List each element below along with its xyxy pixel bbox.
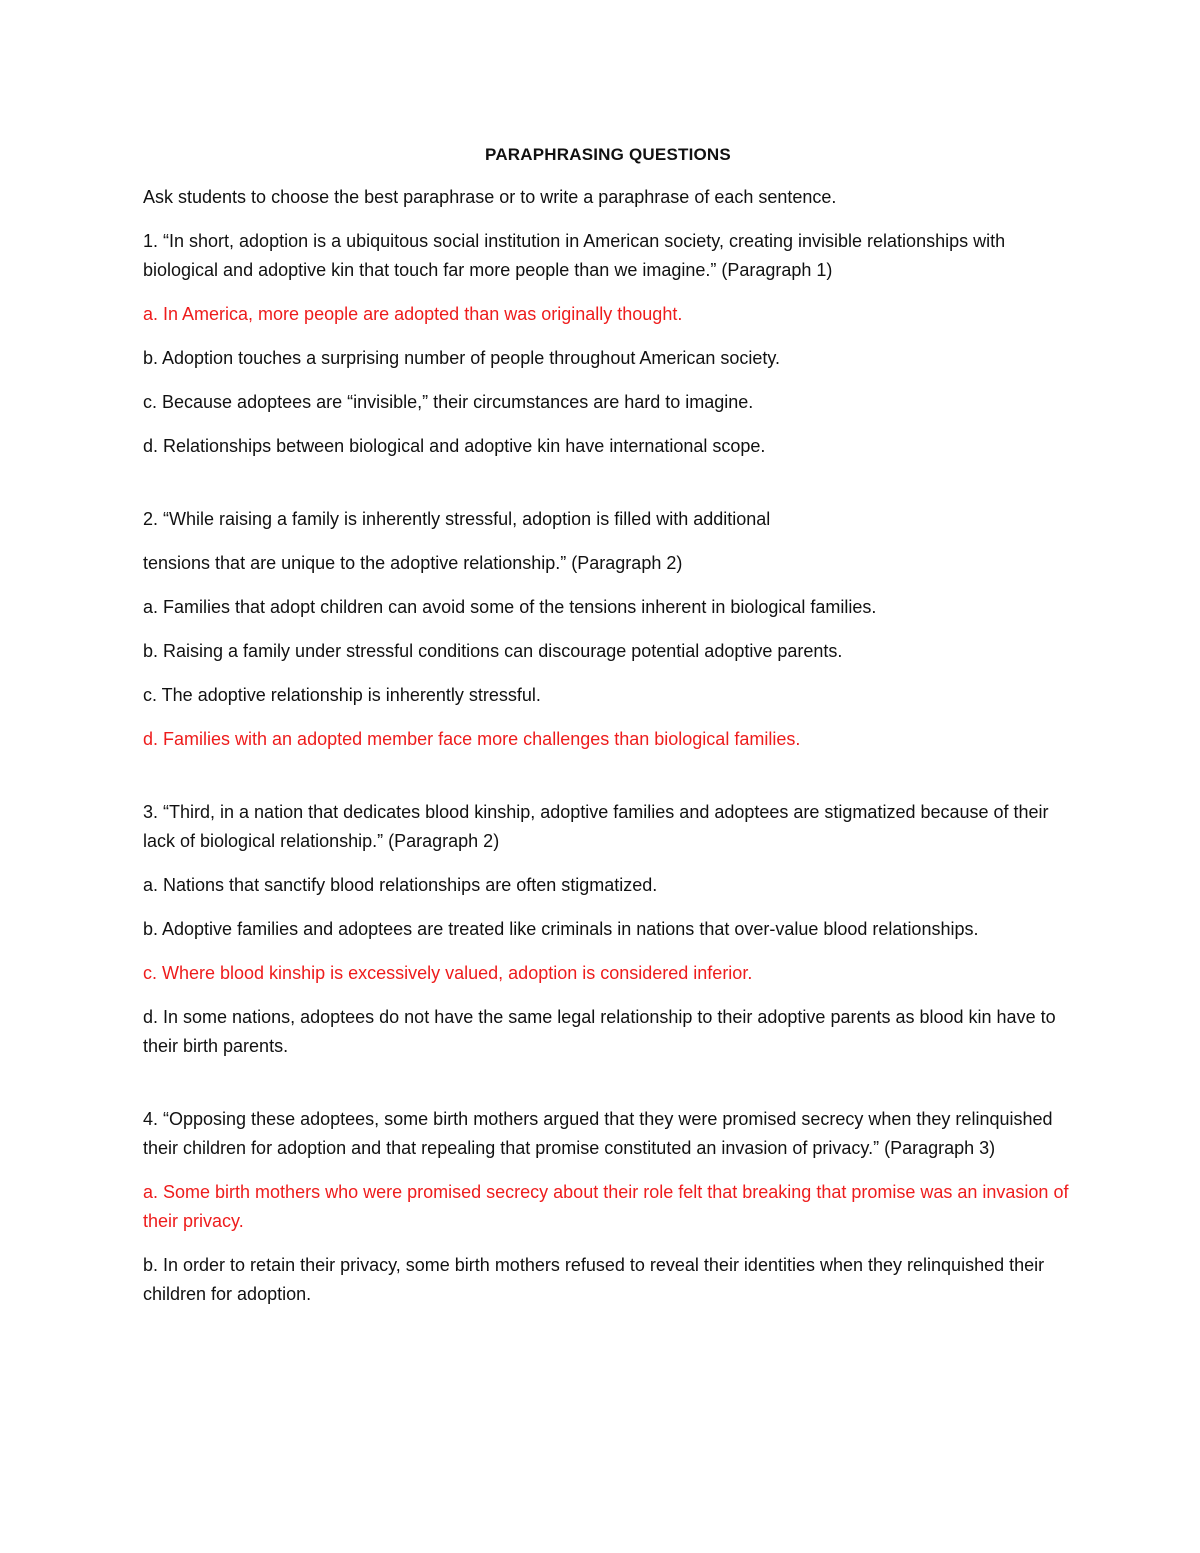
question-2-option-b: b. Raising a family under stressful conditions can discourage potential adoptive parents. bbox=[143, 641, 843, 661]
question-2-option-d: d. Families with an adopted member face more challenges than biological families. bbox=[143, 729, 801, 749]
document-title: PARAPHRASING QUESTIONS bbox=[485, 145, 731, 164]
question-2-prompt-line-2: tensions that are unique to the adoptive relationship.” (Paragraph 2) bbox=[143, 553, 683, 573]
question-3-option-c: c. Where blood kinship is excessively valued, adoption is considered inferior. bbox=[143, 963, 753, 983]
question-1-option-a: a. In America, more people are adopted than was originally thought. bbox=[143, 304, 683, 324]
question-3-option-a: a. Nations that sanctify blood relationships are often stigmatized. bbox=[143, 875, 658, 895]
spacer bbox=[143, 1076, 1073, 1105]
question-3-prompt: 3. “Third, in a nation that dedicates blood kinship, adoptive families and adoptees are stigmatized because of their lack of biological relationship.” (Paragraph 2) bbox=[143, 802, 1049, 851]
question-4-option-a: a. Some birth mothers who were promised secrecy about their role felt that breaking that promise was an invasion of their privacy. bbox=[143, 1182, 1069, 1231]
question-4-prompt: 4. “Opposing these adoptees, some birth mothers argued that they were promised secrecy when they relinquished their children for adoption and that repealing that promise constituted an invasion of privacy.” (Paragraph 3) bbox=[143, 1109, 1053, 1158]
question-1-prompt: 1. “In short, adoption is a ubiquitous social institution in American society, creating invisible relationships with biological and adoptive kin that touch far more people than we imagine.” (Paragraph 1) bbox=[143, 231, 1006, 280]
spacer bbox=[143, 476, 1073, 505]
question-3-option-d: d. In some nations, adoptees do not have the same legal relationship to their adoptive parents as blood kin have to their birth parents. bbox=[143, 1007, 1056, 1056]
question-2-option-a: a. Families that adopt children can avoid some of the tensions inherent in biological families. bbox=[143, 597, 877, 617]
question-2-option-c: c. The adoptive relationship is inherently stressful. bbox=[143, 685, 541, 705]
spacer bbox=[143, 769, 1073, 798]
instructions: Ask students to choose the best paraphrase or to write a paraphrase of each sentence. bbox=[143, 187, 837, 207]
question-3-option-b: b. Adoptive families and adoptees are treated like criminals in nations that over-value blood relationships. bbox=[143, 919, 979, 939]
document-page bbox=[143, 140, 1073, 1324]
question-2-prompt-line-1: 2. “While raising a family is inherently stressful, adoption is filled with additional bbox=[143, 509, 771, 529]
question-4-option-b: b. In order to retain their privacy, some birth mothers refused to reveal their identities when they relinquished their children for adoption. bbox=[143, 1255, 1045, 1304]
question-1-option-d: d. Relationships between biological and adoptive kin have international scope. bbox=[143, 436, 766, 456]
question-1-option-c: c. Because adoptees are “invisible,” their circumstances are hard to imagine. bbox=[143, 392, 754, 412]
question-1-option-b: b. Adoption touches a surprising number of people throughout American society. bbox=[143, 348, 781, 368]
